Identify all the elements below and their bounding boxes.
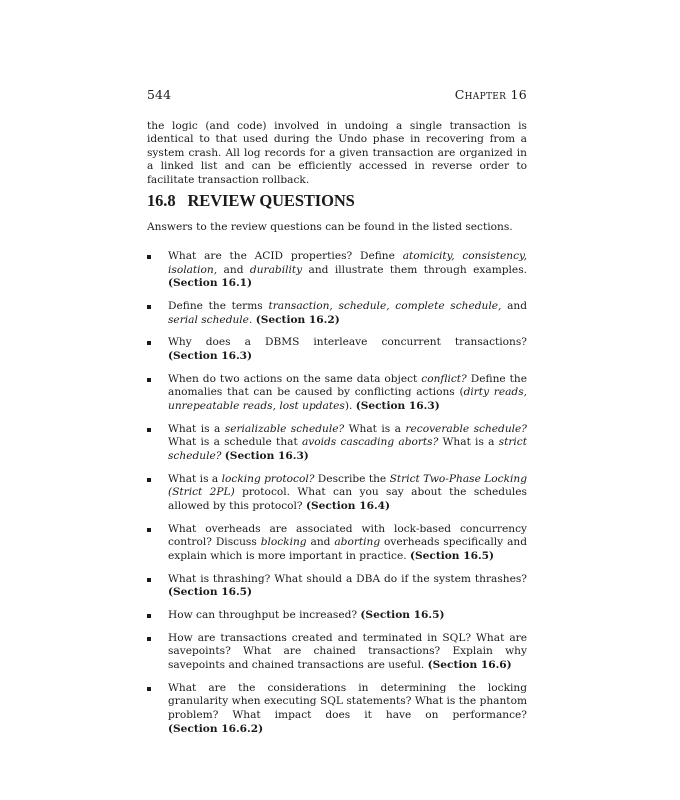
review-question-4 bbox=[147, 373, 527, 414]
running-header bbox=[147, 87, 527, 102]
question-text: What is a schedule that bbox=[168, 436, 302, 449]
question-text: What overheads are associated with lock-based concurrency control? Discuss bbox=[168, 522, 527, 549]
question-text: ). bbox=[344, 399, 356, 412]
bullet-icon bbox=[147, 341, 151, 345]
bullet-icon bbox=[147, 478, 151, 482]
question-term: blocking bbox=[260, 536, 307, 549]
intro-paragraph: the logic (and code) involved in undoing a single transaction is identical to that used during the Undo phase in recovering from a system crash. All log records for a given transaction are organized in a linked list and can be efficiently accessed in reverse order to facilitate transaction rollback. bbox=[147, 120, 527, 186]
question-term: conflict? bbox=[421, 372, 467, 385]
question-text: When do two actions on the same data object bbox=[168, 372, 422, 385]
question-text: Define the anomalies that can be caused by conflicting actions ( bbox=[168, 372, 527, 399]
review-question-3 bbox=[147, 336, 527, 363]
review-question-10 bbox=[147, 632, 527, 673]
question-term: serializable schedule? bbox=[224, 422, 345, 435]
review-question-11 bbox=[147, 682, 527, 736]
bullet-icon bbox=[147, 637, 151, 641]
question-text: overheads specifically and explain which is more important in practice. bbox=[168, 536, 528, 562]
section-number: 16.8 bbox=[147, 191, 176, 210]
section-reference: (Section 16.2) bbox=[255, 313, 340, 326]
bullet-icon bbox=[147, 528, 151, 532]
question-term: atomicity, consistency, isolation, bbox=[168, 250, 527, 276]
question-text: and bbox=[217, 263, 250, 276]
question-text: and bbox=[306, 536, 335, 549]
section-lead: Answers to the review questions can be found in the listed sections. bbox=[147, 221, 513, 233]
bullet-icon bbox=[147, 687, 151, 691]
section-reference: (Section 16.5) bbox=[168, 586, 253, 599]
bullet-icon bbox=[147, 255, 151, 259]
bullet-icon bbox=[147, 428, 151, 432]
question-term: aborting bbox=[334, 536, 381, 549]
bullet-icon bbox=[147, 305, 151, 309]
question-text: How can throughput be increased? bbox=[168, 608, 361, 621]
review-question-8 bbox=[147, 573, 527, 600]
question-text: What is a bbox=[344, 422, 406, 435]
section-reference: (Section 16.3) bbox=[168, 349, 253, 362]
question-term: dirty reads, unrepeatable reads, lost updates bbox=[168, 386, 527, 412]
question-term: transaction, schedule, complete schedule, bbox=[268, 299, 502, 312]
question-text: What is a bbox=[168, 422, 225, 435]
review-questions-list bbox=[147, 250, 527, 745]
question-text: protocol. What can you say about the schedules allowed by this protocol? bbox=[168, 486, 527, 512]
section-title: REVIEW QUESTIONS bbox=[187, 191, 355, 210]
question-text: Define the terms bbox=[168, 299, 269, 312]
section-reference: (Section 16.3) bbox=[224, 449, 309, 462]
section-heading bbox=[147, 191, 527, 211]
question-text: and illustrate them through examples. bbox=[302, 263, 527, 276]
question-term: locking protocol? bbox=[221, 472, 315, 485]
review-question-9 bbox=[147, 609, 527, 623]
question-text: Why does a DBMS interleave concurrent transactions? bbox=[168, 336, 527, 349]
question-text: and bbox=[501, 299, 528, 312]
chapter-label: Chapter 16 bbox=[454, 87, 527, 102]
bullet-icon bbox=[147, 378, 151, 382]
section-reference: (Section 16.3) bbox=[355, 399, 440, 412]
question-term: strict schedule? bbox=[168, 436, 527, 462]
section-reference: (Section 16.1) bbox=[168, 277, 253, 290]
bullet-icon bbox=[147, 578, 151, 582]
section-reference: (Section 16.4) bbox=[305, 499, 391, 512]
section-reference: (Section 16.6.2) bbox=[168, 722, 264, 735]
review-question-7 bbox=[147, 523, 527, 564]
question-term: Strict Two-Phase Locking (Strict 2PL) bbox=[168, 472, 528, 499]
question-text: What is a bbox=[168, 472, 222, 485]
question-text: What are the considerations in determining the locking granularity when executing SQL statements? What is the phantom problem? What impact does it have on performance? bbox=[168, 681, 527, 721]
question-term: recoverable schedule? bbox=[405, 422, 527, 435]
question-text: How are transactions created and terminated in SQL? What are savepoints? What are chained transactions? Explain why savepoints and chained transactions are useful. bbox=[168, 631, 527, 671]
bullet-icon bbox=[147, 614, 151, 618]
review-question-5 bbox=[147, 423, 527, 464]
question-term: durability bbox=[249, 263, 303, 276]
review-question-6 bbox=[147, 473, 527, 514]
section-reference: (Section 16.5) bbox=[409, 549, 495, 562]
question-term: avoids cascading aborts? bbox=[301, 436, 439, 449]
question-text: What is thrashing? What should a DBA do if the system thrashes? bbox=[168, 572, 527, 585]
review-question-1 bbox=[147, 250, 527, 291]
review-question-2 bbox=[147, 300, 527, 327]
question-term: serial schedule. bbox=[168, 313, 253, 326]
section-reference: (Section 16.6) bbox=[427, 658, 512, 671]
section-reference: (Section 16.5) bbox=[360, 608, 445, 621]
page-number: 544 bbox=[147, 87, 172, 102]
question-text: What are the ACID properties? Define bbox=[168, 250, 403, 262]
question-text: What is a bbox=[438, 436, 499, 449]
question-text: Describe the bbox=[314, 472, 390, 485]
